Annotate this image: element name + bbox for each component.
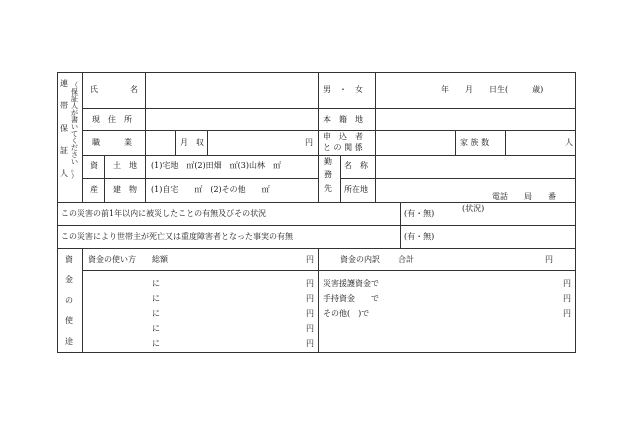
usage-row-5-ni: に (152, 339, 160, 348)
usage-row-2-ni: に (152, 294, 160, 303)
phone-label: 電話 局 番 (492, 192, 556, 201)
sex-field[interactable]: 男 ・ 女 (323, 85, 363, 94)
prior-disaster-status: (状況) (462, 204, 485, 213)
guarantor-note: （ 保 証 人 が 書 い て く だ さ い 。 ） (71, 81, 78, 180)
occupation-label: 職 業 (92, 138, 132, 147)
death-disability-text: この災害により世帯主が死亡又は重度障害者となった事実の有無 (61, 232, 293, 241)
usage-row-1-yen: 円 (306, 279, 314, 288)
prior-disaster-yesno[interactable]: (有・無) (404, 209, 435, 218)
address-label: 現 住 所 (92, 115, 132, 124)
monthly-income-label: 月 収 (180, 138, 204, 147)
relation-label-1: 申 込 者 (323, 132, 363, 141)
usage-row-2-yen: 円 (306, 294, 314, 303)
persons-unit: 人 (565, 138, 573, 147)
usage-row-3-ni: に (152, 309, 160, 318)
breakdown-total-label: 合計 (398, 255, 414, 264)
usage-row-3-yen: 円 (306, 309, 314, 318)
workplace-location-label: 所在地 (344, 185, 368, 194)
usage-row-1-ni: に (152, 279, 160, 288)
usage-row-5-yen: 円 (306, 339, 314, 348)
breakdown-item-3: その他( )で (323, 309, 370, 318)
breakdown-item-1-yen: 円 (563, 279, 571, 288)
building-items: (1)自宅 ㎡ (2)その他 ㎡ (151, 185, 270, 194)
breakdown-item-3-yen: 円 (563, 309, 571, 318)
breakdown-total-yen: 円 (545, 255, 553, 264)
birthdate-field[interactable]: 年 月 日生( 歳) (441, 85, 544, 94)
land-label: 土 地 (113, 161, 137, 170)
breakdown-item-2-yen: 円 (563, 294, 571, 303)
relation-label-2: と の 関 係 (323, 143, 363, 152)
income-yen: 円 (305, 138, 313, 147)
usage-header: 資金の使い方 (88, 255, 136, 264)
usage-row-4-ni: に (152, 324, 160, 333)
prior-disaster-text: この災害の前1年以内に被災したことの有無及びその状況 (61, 209, 267, 218)
breakdown-header: 資金の内訳 (340, 255, 380, 264)
workplace-name-label: 名 称 (344, 161, 368, 170)
assets-label-2: 産 (90, 185, 98, 194)
assets-label-1: 資 (90, 161, 98, 170)
family-count-label: 家 族 数 (460, 138, 490, 147)
funds-usage-label: 資 金 の 使 途 (65, 255, 73, 346)
land-items: (1)宅地 ㎡(2)田畑 ㎡(3)山林 ㎡ (151, 161, 281, 170)
building-label: 建 物 (113, 185, 137, 194)
total-yen: 円 (306, 255, 314, 264)
total-label: 総額 (152, 255, 168, 264)
breakdown-item-1: 災害援護資金で (323, 279, 379, 288)
workplace-label: 勤 務 先 (324, 157, 332, 193)
guarantor-label: 連 帯 保 証 人 (60, 79, 68, 178)
death-disability-yesno[interactable]: (有・無) (404, 232, 435, 241)
breakdown-item-2: 手持資金 で (323, 294, 379, 303)
name-label: 氏 名 (90, 85, 138, 94)
honseki-label: 本 籍 地 (323, 115, 363, 124)
usage-row-4-yen: 円 (306, 324, 314, 333)
